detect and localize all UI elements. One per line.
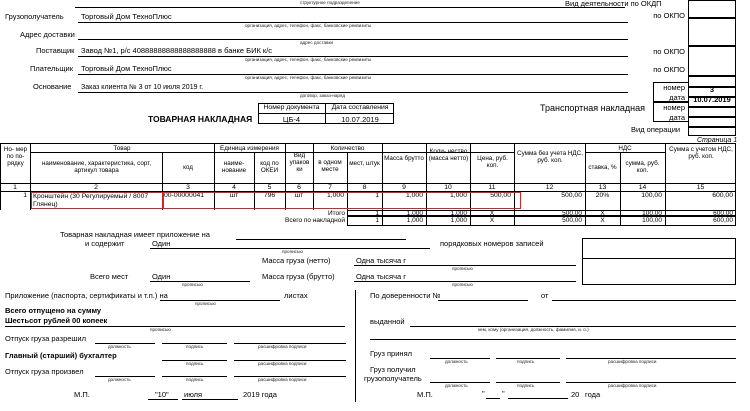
signature-caption-1: подпись — [186, 344, 204, 349]
basis-label: Основание — [33, 82, 72, 91]
th-gross: Масса брутто — [384, 155, 424, 162]
doc-title: ТОВАРНАЯ НАКЛАДНАЯ — [148, 114, 253, 124]
contains-value: Один — [152, 239, 171, 248]
released-line1: Всего отпущено на сумму — [5, 306, 102, 315]
issued-line-2 — [370, 339, 736, 340]
issued-label: выданной — [370, 317, 405, 326]
row-places: 1 — [375, 192, 379, 199]
address-caption: адрес доставки — [300, 40, 334, 45]
mass-gross-value: Одна тысяча г — [356, 272, 406, 281]
doc-date-label: Дата составления — [331, 104, 389, 111]
th-price: Цена, руб. коп. — [477, 155, 508, 170]
row-code: 00-00000041 — [164, 192, 205, 199]
th-goods: Товар — [113, 145, 131, 152]
page-label: Страница 1 — [697, 137, 738, 144]
right-box-1 — [582, 238, 736, 259]
itogo-sum: 500,00 — [562, 210, 582, 217]
release-made-label: Отпуск груза произвел — [5, 367, 84, 376]
vsego-price: X — [489, 217, 495, 224]
stamp-month: июля — [184, 390, 203, 399]
highlight-row — [163, 192, 521, 209]
stamp-year: 2019 года — [243, 390, 277, 399]
doc-number-label: Номер документа — [263, 104, 320, 111]
colnum-15: 15 — [696, 184, 705, 191]
attach-line — [160, 300, 280, 301]
tn-date-label: дата — [669, 113, 685, 122]
tn-date-box — [688, 117, 736, 127]
th-package: Вид упаков ки — [289, 152, 310, 174]
itogo-gross: 1,000 — [406, 210, 423, 217]
okpo-box-1 — [688, 18, 736, 46]
row-total: 600,00 — [712, 192, 733, 199]
propisyu-4: прописью — [452, 282, 473, 287]
th-vat-sum: сумма, руб. коп. — [625, 160, 660, 175]
th-unit-name: наиме- нование — [221, 160, 247, 175]
colnum-4: 4 — [232, 184, 236, 191]
tn-number-label: номер — [663, 103, 685, 112]
table-hline-nums — [0, 183, 736, 184]
cargo-got-label2: грузополучатель — [364, 374, 422, 383]
contains-label: и содержит — [85, 239, 125, 248]
right-box-2 — [582, 259, 736, 285]
colnum-10: 10 — [444, 184, 452, 191]
okpo-box-2 — [688, 46, 736, 76]
colnum-5: 5 — [267, 184, 272, 191]
org-caption-2: организация, адрес, телефон, факс, банковские реквизиты — [245, 57, 372, 62]
row-unit: шт — [229, 192, 239, 199]
delivery-label: Адрес доставки — [20, 30, 75, 39]
row-net: 1,000 — [449, 192, 467, 199]
blank-quote-2: " — [502, 389, 505, 398]
vsego-sum: 500,00 — [562, 217, 582, 224]
propisyu-2: прописью — [452, 266, 473, 271]
transport-label: Транспортная накладная — [540, 103, 646, 113]
decode-caption-1: расшифровка подписи — [258, 344, 307, 349]
vsego-gross: 1,000 — [406, 217, 423, 224]
top-line — [75, 7, 625, 8]
sheets-label: листах — [284, 291, 308, 300]
chief-accountant-label: Главный (старший) бухгалтер — [5, 351, 117, 360]
operation-label: Вид операции — [631, 125, 681, 134]
mp-label-1: М.П. — [74, 390, 90, 399]
number-label: номер — [663, 83, 685, 92]
okdp-label: Вид деятельности по ОКДП — [565, 0, 662, 8]
th-qty: Количество — [330, 145, 365, 152]
itogo-label: Итого — [327, 210, 345, 217]
colnum-3: 3 — [186, 184, 190, 191]
blank-day-line — [486, 398, 500, 399]
colnum-6: 6 — [297, 184, 301, 191]
row-okei: 796 — [263, 192, 276, 199]
number-value: 3 — [709, 85, 715, 94]
signature-caption-5: подпись — [517, 383, 535, 388]
th-goods-name: наименование, характеристика, сорт, артикул товара — [41, 160, 152, 175]
release-allowed-label: Отпуск груза разрешил — [5, 334, 86, 343]
cargo-received-label: Груз принял — [370, 349, 413, 358]
mass-net-label: Масса груза (нетто) — [262, 256, 331, 265]
footer-divider — [355, 290, 356, 402]
th-row-no: Но- мер по по- рядку — [3, 146, 28, 168]
blank-quote-1: " — [482, 389, 485, 398]
blank-year: 20 — [571, 390, 580, 399]
month-line — [182, 399, 238, 400]
position-caption-3: должность — [445, 359, 468, 364]
mass-gross-label: Масса груза (брутто) — [262, 272, 335, 281]
annex-label: Товарная накладная имеет приложение на — [60, 230, 210, 239]
vsego-vat-rate: X — [600, 217, 605, 224]
th-qty-places: мест, штук — [349, 160, 380, 167]
colnum-11: 11 — [488, 184, 496, 191]
colnum-8: 8 — [362, 184, 367, 191]
colnum-2: 2 — [94, 184, 98, 191]
signature-caption-3: подпись — [517, 359, 535, 364]
okdp-box — [688, 0, 736, 18]
decode-caption-2: расшифровка подписи — [258, 361, 307, 366]
proxy-line — [438, 300, 528, 301]
row-sum: 500,00 — [561, 192, 582, 199]
colnum-14: 14 — [638, 184, 647, 191]
doc-number: ЦБ-4 — [282, 115, 301, 124]
vsego-vat-sum: 100,00 — [642, 217, 662, 224]
contract-caption: договор, заказ-наряд — [300, 93, 346, 98]
position-caption-5: должность — [445, 383, 468, 388]
th-unit: Единица измерения — [220, 145, 279, 152]
colnum-9: 9 — [402, 184, 406, 191]
tn-number-box — [688, 107, 736, 117]
propisyu-1: прописью — [282, 249, 303, 254]
itogo-vat-rate: X — [600, 210, 605, 217]
annex-line — [236, 239, 406, 240]
proxy-label: По доверенности № — [370, 291, 441, 300]
decode-caption-3: расшифровка подписи — [608, 359, 657, 364]
row-qty-one: 1,000 — [326, 192, 344, 199]
propisyu-6: прописью — [150, 327, 171, 332]
colnum-12: 12 — [545, 184, 554, 191]
row-vat-rate: 20% — [595, 192, 610, 199]
th-vat-rate: ставка, % — [588, 164, 617, 171]
vsego-places: 1 — [375, 217, 379, 224]
signature-caption-4: подпись — [186, 377, 204, 382]
vsego-net: 1,000 — [450, 217, 467, 224]
date-value: 10.07.2019 — [693, 95, 731, 104]
supplier-label: Поставщик — [36, 46, 75, 55]
position-caption-1: должность — [108, 344, 131, 349]
colnum-7: 7 — [328, 184, 332, 191]
propisyu-3: прописью — [182, 282, 203, 287]
released-line2: Шестьсот рублей 00 копеек — [5, 316, 108, 325]
issued-caption: кем, кому (организация, должность, фамилия, и. о.) — [478, 327, 589, 332]
date-label: дата — [669, 93, 685, 102]
propisyu-5: прописью — [195, 301, 216, 306]
itogo-places: 1 — [375, 210, 379, 217]
th-net: Коли- чество (масса нетто) — [428, 148, 469, 163]
consignee-label: Грузополучатель — [5, 12, 64, 21]
cargo-got-label1: Груз получил — [370, 365, 416, 374]
org-caption-3: организация, адрес, телефон, факс, банковские реквизиты — [245, 75, 372, 80]
okpo-label-1: по ОКПО — [653, 11, 685, 20]
operation-box — [688, 127, 736, 136]
doc-box-hline — [258, 113, 394, 114]
stamp-day: "10" — [155, 390, 169, 399]
colnum-1: 1 — [13, 184, 17, 191]
blank-year-suffix: года — [585, 390, 601, 399]
payer-label: Плательщик — [30, 64, 73, 73]
signature-caption-2: подпись — [186, 361, 204, 366]
th-sum-vat: Сумма с учетом НДС, руб. коп. — [669, 146, 733, 161]
th-unit-okei: код по ОКЕИ — [260, 160, 279, 175]
basis-value: Заказ клиента № 3 от 10 июля 2019 г. — [81, 84, 204, 91]
mass-net-value: Одна тысяча г — [356, 256, 406, 265]
row-no: 1 — [23, 192, 27, 199]
payer-value: Торговый Дом ТехноПлюс — [81, 64, 172, 73]
colnum-13: 13 — [598, 184, 607, 191]
itogo-total: 600,00 — [713, 210, 733, 217]
th-sum-no-vat: Сумма без учета НДС, руб. коп. — [517, 150, 583, 165]
records-label: порядковых номеров записей — [440, 239, 544, 248]
okpo-label-2: по ОКПО — [653, 47, 685, 56]
row-price: 500,00 — [490, 192, 511, 199]
org-caption-1: организация, адрес, телефон, факс, банковские реквизиты — [245, 23, 372, 28]
delivery-line — [78, 39, 628, 40]
places-total-value: Один — [152, 272, 171, 281]
supplier-value: Завод №1, р/с 40888888888888888888 в банке БИК к/с — [81, 46, 273, 55]
from-label: от — [541, 291, 549, 300]
from-line — [552, 300, 736, 301]
left-mask — [0, 210, 1, 217]
places-total-label: Всего мест — [90, 272, 129, 281]
day-line — [148, 399, 178, 400]
itogo-price: X — [489, 210, 495, 217]
attach-label: Приложение (паспорта, сертификаты и т.п.) на — [5, 291, 168, 300]
row-package: шт — [294, 192, 304, 199]
decode-caption-4: расшифровка подписи — [258, 377, 307, 382]
okpo-label-3: по ОКПО — [653, 65, 685, 74]
top-caption: структурное подразделение — [300, 0, 360, 5]
row-gross: 1,000 — [405, 192, 423, 199]
decode-caption-5: расшифровка подписи — [608, 383, 657, 388]
v12 — [585, 143, 586, 216]
vsego-total: 600,00 — [713, 217, 733, 224]
position-caption-4: должность — [108, 377, 131, 382]
vsego-label: Всего по накладной — [285, 217, 345, 224]
row-name: Кронштейн (30 Регулируемый / 8007 Глянец) — [33, 193, 149, 208]
th-vat: НДС — [618, 145, 632, 152]
highlight-name — [31, 192, 163, 209]
itogo-vat-sum: 100,00 — [642, 210, 662, 217]
mp-label-2: М.П. — [417, 390, 433, 399]
blank-month-line — [508, 398, 568, 399]
th-goods-code: код — [183, 164, 193, 171]
row-vat-sum: 100,00 — [641, 192, 662, 199]
released-line — [5, 326, 345, 327]
th-qty-one: в одном месте — [318, 159, 342, 174]
doc-date: 10.07.2019 — [341, 115, 379, 124]
consignee-value: Торговый Дом ТехноПлюс — [81, 12, 172, 21]
basis-line — [78, 92, 628, 93]
itogo-net: 1,000 — [450, 210, 467, 217]
